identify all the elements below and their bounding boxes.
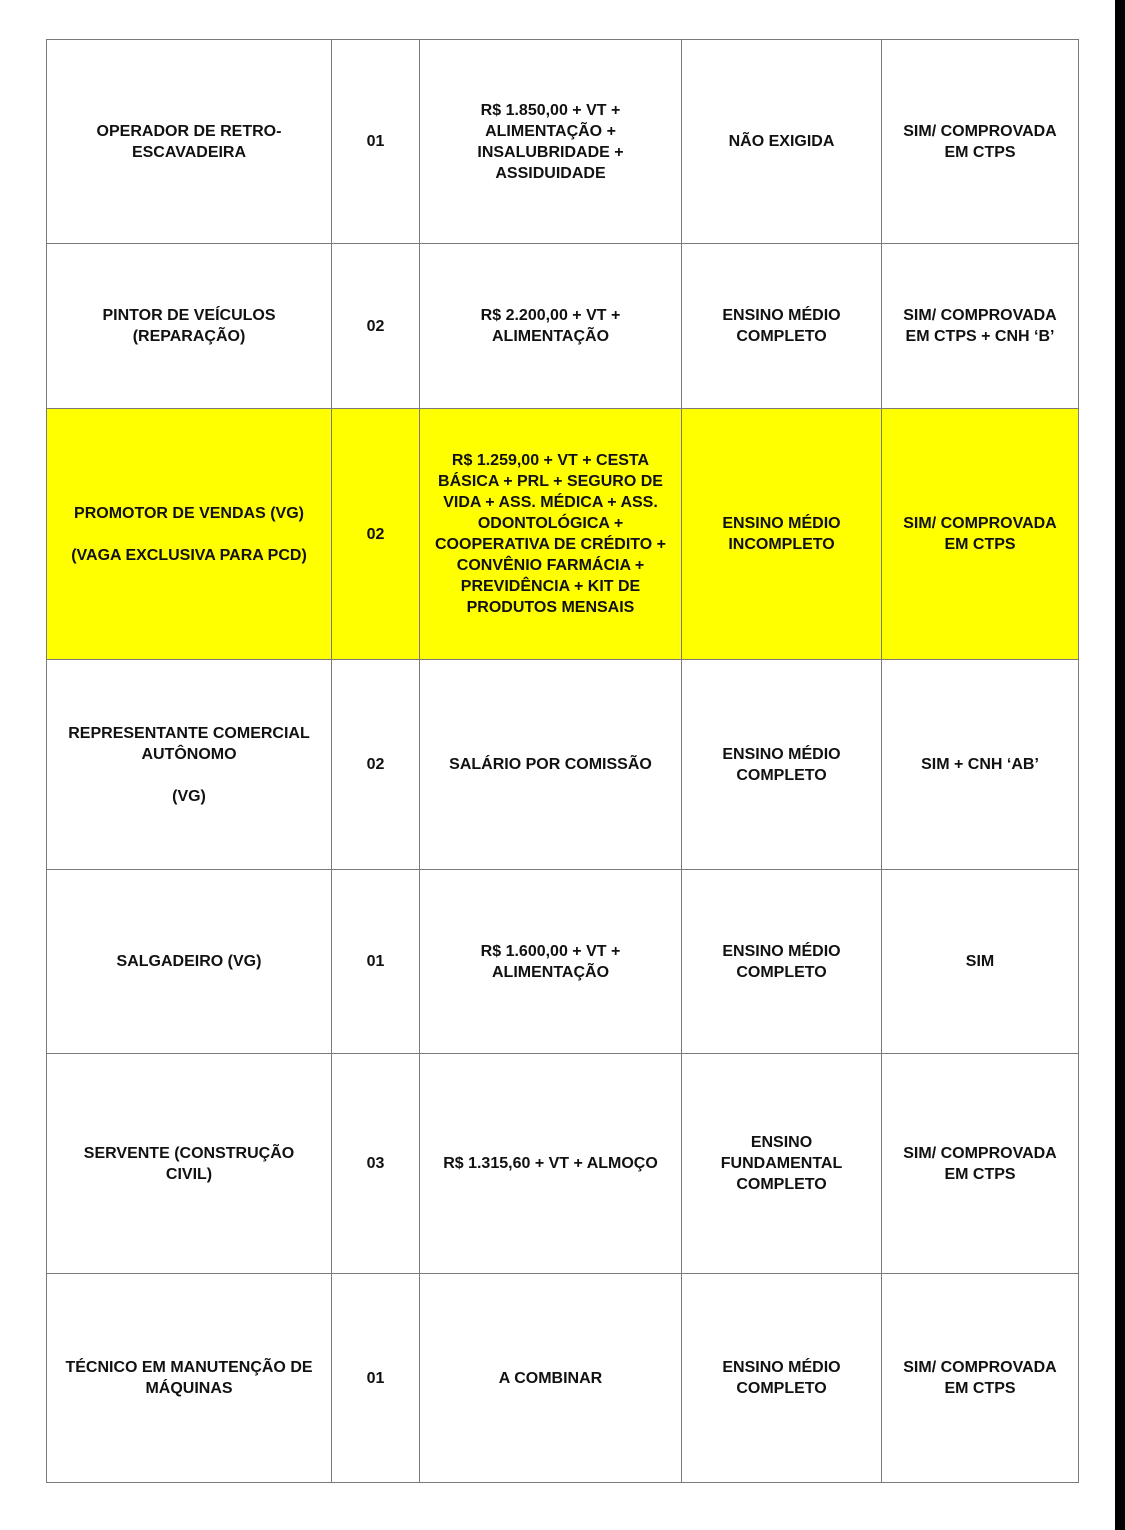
experience-cell: SIM + CNH ‘AB’ [882, 660, 1079, 870]
job-title-note: (VAGA EXCLUSIVA PARA PCD) [71, 546, 307, 564]
education-cell: ENSINO MÉDIO COMPLETO [682, 660, 882, 870]
experience-cell: SIM/ COMPROVADA EM CTPS + CNH ‘B’ [882, 244, 1079, 409]
table-row [47, 1274, 1079, 1483]
vacancies-cell: 02 [332, 660, 420, 870]
salary-cell: R$ 1.850,00 + VT + ALIMENTAÇÃO + INSALUBRIDADE + ASSIDUIDADE [420, 40, 682, 244]
job-title-cell: TÉCNICO EM MANUTENÇÃO DE MÁQUINAS [47, 1274, 332, 1483]
education-cell: ENSINO MÉDIO COMPLETO [682, 1274, 882, 1483]
job-vacancies-table [46, 39, 1079, 1483]
table-row [47, 870, 1079, 1054]
salary-cell: R$ 1.600,00 + VT + ALIMENTAÇÃO [420, 870, 682, 1054]
vacancies-cell: 03 [332, 1054, 420, 1274]
job-title-note: (VG) [172, 787, 206, 805]
education-cell: ENSINO MÉDIO INCOMPLETO [682, 409, 882, 660]
job-title-cell [47, 409, 332, 660]
education-cell: ENSINO MÉDIO COMPLETO [682, 244, 882, 409]
experience-cell: SIM/ COMPROVADA EM CTPS [882, 409, 1079, 660]
salary-cell: R$ 2.200,00 + VT + ALIMENTAÇÃO [420, 244, 682, 409]
experience-cell: SIM/ COMPROVADA EM CTPS [882, 1054, 1079, 1274]
job-title-cell: SALGADEIRO (VG) [47, 870, 332, 1054]
experience-cell: SIM [882, 870, 1079, 1054]
page-edge-bar [1115, 0, 1125, 1530]
table-row [47, 40, 1079, 244]
education-cell: ENSINO MÉDIO COMPLETO [682, 870, 882, 1054]
table-row-highlighted [47, 409, 1079, 660]
vacancies-cell: 01 [332, 40, 420, 244]
vacancies-cell: 01 [332, 1274, 420, 1483]
job-title-cell: PINTOR DE VEÍCULOS (REPARAÇÃO) [47, 244, 332, 409]
table-row [47, 660, 1079, 870]
job-title-cell: OPERADOR DE RETRO-ESCAVADEIRA [47, 40, 332, 244]
job-title-text: REPRESENTANTE COMERCIAL AUTÔNOMO [68, 724, 310, 763]
salary-cell: R$ 1.315,60 + VT + ALMOÇO [420, 1054, 682, 1274]
experience-cell: SIM/ COMPROVADA EM CTPS [882, 40, 1079, 244]
salary-cell: A COMBINAR [420, 1274, 682, 1483]
table-row [47, 244, 1079, 409]
job-title-cell: SERVENTE (CONSTRUÇÃO CIVIL) [47, 1054, 332, 1274]
job-title-cell [47, 660, 332, 870]
vacancies-cell: 02 [332, 409, 420, 660]
table-row [47, 1054, 1079, 1274]
salary-cell: R$ 1.259,00 + VT + CESTA BÁSICA + PRL + SEGURO DE VIDA + ASS. MÉDICA + ASS. ODONTOLÓGICA + COOPERATIVA DE CRÉDITO + CONVÊNIO FARMÁCIA + PREVIDÊNCIA + KIT DE PRODUTOS MENSAIS [420, 409, 682, 660]
education-cell: ENSINO FUNDAMENTAL COMPLETO [682, 1054, 882, 1274]
salary-cell: SALÁRIO POR COMISSÃO [420, 660, 682, 870]
vacancies-cell: 01 [332, 870, 420, 1054]
experience-cell: SIM/ COMPROVADA EM CTPS [882, 1274, 1079, 1483]
education-cell: NÃO EXIGIDA [682, 40, 882, 244]
job-title-text: PROMOTOR DE VENDAS (VG) [74, 504, 304, 522]
vacancies-cell: 02 [332, 244, 420, 409]
